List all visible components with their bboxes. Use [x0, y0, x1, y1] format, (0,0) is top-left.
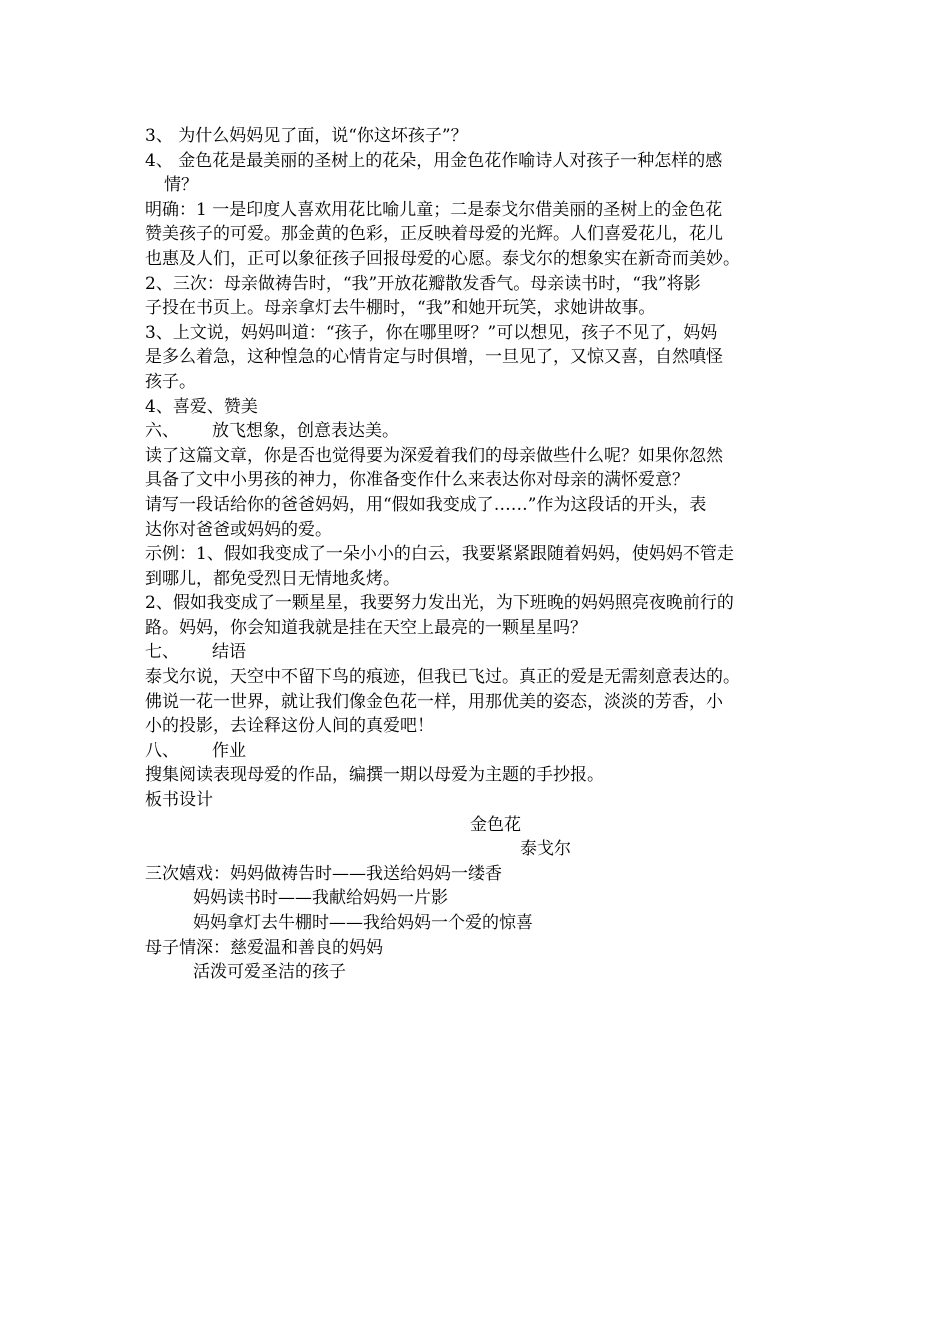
example-1-line-1: 示例：1、假如我变成了一朵小小的白云，我要紧紧跟随着妈妈，使妈妈不管走 [145, 544, 734, 565]
section-6-heading [145, 419, 817, 444]
section-7-para-line-3: 小的投影，去诠释这份人间的真爱吧！ [145, 716, 434, 737]
answer-4: 4、喜爱、赞美 [145, 396, 258, 417]
board-line-2: 妈妈读书时——我献给妈妈一片影 [193, 888, 448, 909]
answer-3-line-2: 是多么着急，这种惶急的心情肯定与时俱增，一旦见了，又惊又喜，自然嗔怪 [145, 347, 723, 368]
answer-2-line-2: 子投在书页上。母亲拿灯去牛棚时，“我”和她开玩笑，求她讲故事。 [145, 298, 656, 319]
board-line-3: 妈妈拿灯去牛棚时——我给妈妈一个爱的惊喜 [193, 913, 533, 933]
question-4-line-2: 情？ [164, 175, 198, 196]
question-3: 3、 为什么妈妈见了面，说“你这坏孩子”？ [145, 126, 468, 146]
board-line-4: 母子情深：慈爱温和善良的妈妈 [145, 937, 383, 958]
section-6-para-line-4: 达你对爸爸或妈妈的爱。 [145, 519, 332, 540]
answer-1-line-1: 明确：1 一是印度人喜欢用花比喻儿童；二是泰戈尔借美丽的圣树上的金色花 [145, 199, 723, 220]
answer-3-line-3: 孩子。 [145, 371, 196, 392]
section-6-title: 放飞想象，创意表达美。 [212, 421, 399, 442]
answer-1-line-3: 也惠及人们，正可以象征孩子回报母爱的心愿。泰戈尔的想象实在新奇而美妙。 [145, 248, 740, 269]
example-2-line-1: 2、假如我变成了一颗星星，我要努力发出光，为下班晚的妈妈照亮夜晚前行的 [145, 593, 734, 614]
section-7-title: 结语 [212, 642, 246, 663]
board-author: 泰戈尔 [520, 839, 571, 860]
board-poem-title: 金色花 [470, 814, 521, 835]
section-8-para: 搜集阅读表现母爱的作品，编撰一期以母爱为主题的手抄报。 [145, 765, 604, 786]
document-page [145, 124, 817, 985]
answer-2-line-1: 2、三次：母亲做祷告时，“我”开放花瓣散发香气。母亲读书时，“我”将影 [145, 273, 701, 294]
board-line-1: 三次嬉戏：妈妈做祷告时——我送给妈妈一缕香 [145, 863, 502, 884]
section-8-number: 八、 [145, 740, 179, 761]
board-design-title: 板书设计 [145, 790, 213, 811]
section-8-title: 作业 [212, 740, 246, 761]
example-1-line-2: 到哪儿，都免受烈日无情地炙烤。 [145, 568, 400, 589]
question-4-line-1: 4、 金色花是最美丽的圣树上的花朵，用金色花作喻诗人对孩子一种怎样的感 [145, 150, 723, 171]
section-8-heading [145, 739, 817, 764]
section-7-para-line-1: 泰戈尔说，天空中不留下鸟的痕迹，但我已飞过。真正的爱是无需刻意表达的。 [145, 667, 740, 688]
section-6-number: 六、 [145, 421, 179, 442]
section-6-para-line-2: 具备了文中小男孩的神力，你准备变作什么来表达你对母亲的满怀爱意？ [145, 470, 689, 491]
answer-1-line-2: 赞美孩子的可爱。那金黄的色彩，正反映着母爱的光辉。人们喜爱花儿，花儿 [145, 224, 723, 245]
example-2-line-2: 路。妈妈，你会知道我就是挂在天空上最亮的一颗星星吗？ [145, 617, 587, 638]
section-7-number: 七、 [145, 642, 179, 663]
section-6-para-line-1: 读了这篇文章，你是否也觉得要为深爱着我们的母亲做些什么呢？如果你忽然 [145, 445, 723, 466]
section-6-para-line-3: 请写一段话给你的爸爸妈妈，用“假如我变成了……”作为这段话的开头，表 [145, 494, 707, 515]
answer-3-line-1: 3、上文说，妈妈叫道：“孩子，你在哪里呀？”可以想见，孩子不见了，妈妈 [145, 322, 718, 343]
section-7-heading [145, 640, 817, 665]
board-line-5: 活泼可爱圣洁的孩子 [193, 962, 346, 983]
section-7-para-line-2: 佛说一花一世界，就让我们像金色花一样，用那优美的姿态，淡淡的芳香，小 [145, 691, 723, 712]
